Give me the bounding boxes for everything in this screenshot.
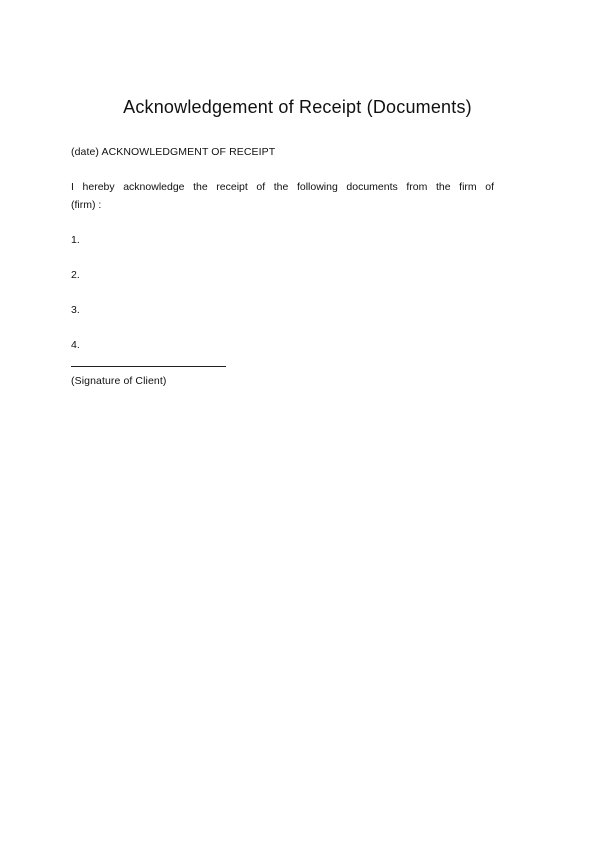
acknowledgement-text-line-2: (firm) : xyxy=(71,199,102,211)
signature-label: (Signature of Client) xyxy=(71,375,167,387)
document-title: Acknowledgement of Receipt (Documents) xyxy=(123,97,472,117)
list-item-2: 2. xyxy=(71,269,80,281)
list-item-3: 3. xyxy=(71,304,80,316)
acknowledgement-text-line-1: I hereby acknowledge the receipt of the following documents from the firm of xyxy=(71,181,494,193)
list-item-1: 1. xyxy=(71,234,80,246)
signature-line xyxy=(71,366,226,367)
date-heading: (date) ACKNOWLEDGMENT OF RECEIPT xyxy=(71,146,276,158)
list-item-4: 4. xyxy=(71,339,80,351)
